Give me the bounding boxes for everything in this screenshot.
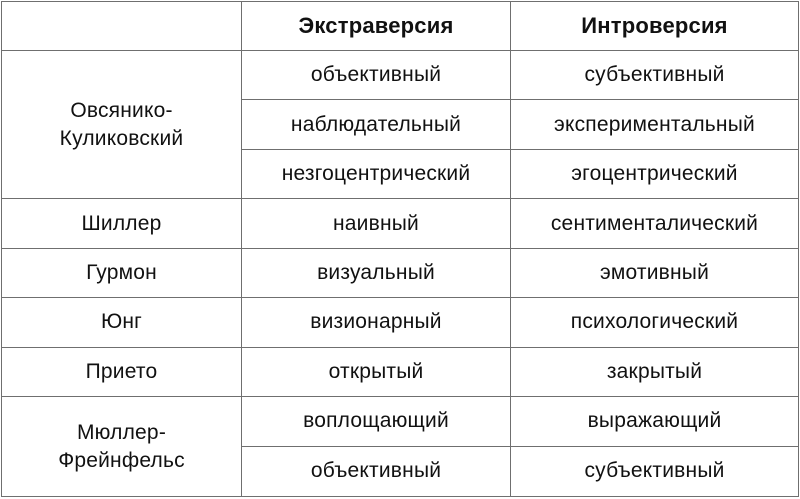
extraversion-cell: объективный xyxy=(242,446,511,497)
table-row xyxy=(2,397,799,446)
author-name-line: Куликовский xyxy=(59,126,184,150)
table-row xyxy=(2,298,799,347)
extraversion-cell: незгоцентрический xyxy=(242,149,511,198)
author-cell xyxy=(2,248,242,297)
author-name-line: Фрейнфельс xyxy=(58,448,185,472)
header-row xyxy=(2,2,799,51)
extraversion-cell: визионарный xyxy=(242,298,511,347)
introversion-cell: эмотивный xyxy=(511,248,799,297)
header-author-cell xyxy=(2,2,242,51)
extraversion-cell: объективный xyxy=(242,51,511,100)
author-name-line: Овсянико- xyxy=(70,98,173,122)
introversion-cell: субъективный xyxy=(511,446,799,497)
extraversion-cell: визуальный xyxy=(242,248,511,297)
extraversion-cell: наивный xyxy=(242,199,511,248)
typology-table xyxy=(1,1,799,497)
author-cell xyxy=(2,199,242,248)
author-name-line: Прието xyxy=(85,359,158,383)
author-cell xyxy=(2,347,242,396)
author-cell xyxy=(2,397,242,497)
author-name-line: Шиллер xyxy=(81,211,162,235)
introversion-cell: психологический xyxy=(511,298,799,347)
header-introversion: Интроверсия xyxy=(511,2,799,51)
author-name-line: Гурмон xyxy=(86,260,157,284)
header-extraversion: Экстраверсия xyxy=(242,2,511,51)
extraversion-cell: воплощающий xyxy=(242,397,511,446)
introversion-cell: экспериментальный xyxy=(511,100,799,149)
author-name-line: Юнг xyxy=(100,310,143,334)
introversion-cell: субъективный xyxy=(511,51,799,100)
author-cell xyxy=(2,298,242,347)
author-name-line: Мюллер- xyxy=(76,420,167,444)
extraversion-cell: открытый xyxy=(242,347,511,396)
author-cell xyxy=(2,51,242,199)
table-row xyxy=(2,199,799,248)
introversion-cell: эгоцентрический xyxy=(511,149,799,198)
introversion-cell: сентименталический xyxy=(511,199,799,248)
table-row xyxy=(2,51,799,100)
introversion-cell: выражающий xyxy=(511,397,799,446)
extraversion-cell: наблюдательный xyxy=(242,100,511,149)
table-row xyxy=(2,347,799,396)
table-row xyxy=(2,248,799,297)
introversion-cell: закрытый xyxy=(511,347,799,396)
